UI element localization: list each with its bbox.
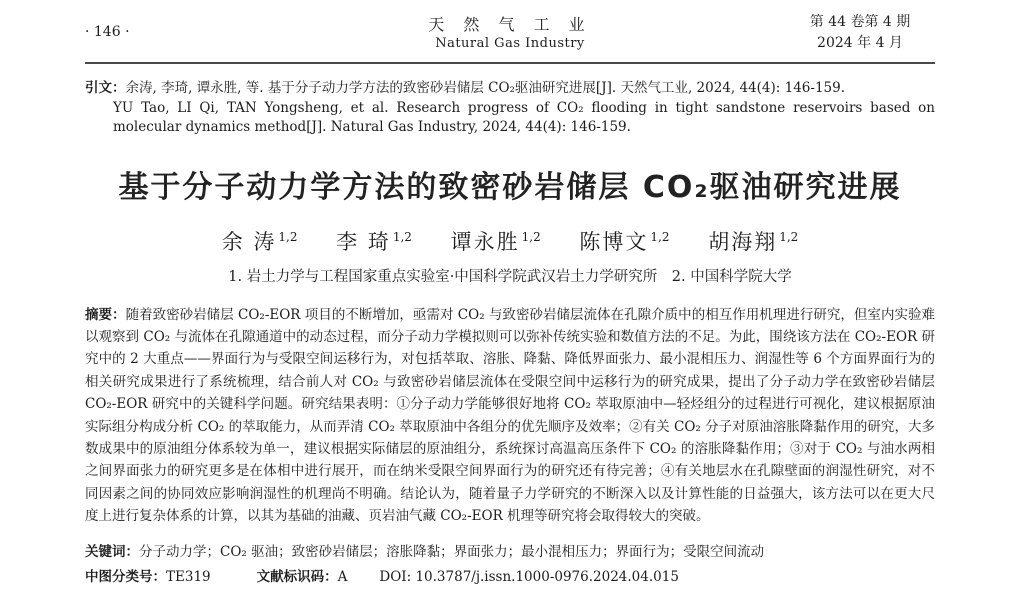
author-list bbox=[85, 226, 935, 256]
author-affiliation-sup: 1,2 bbox=[650, 229, 670, 244]
doi-text: DOI: 10.3787/j.issn.1000-0976.2024.04.015 bbox=[379, 568, 679, 585]
author-affiliation-sup: 1,2 bbox=[779, 229, 799, 244]
affiliations-line: 1. 岩土力学与工程国家重点实验室·中国科学院武汉岩土力学研究所 2. 中国科学院大学 bbox=[228, 268, 792, 285]
author bbox=[579, 230, 669, 254]
author-name: 余 涛 bbox=[221, 229, 277, 254]
issue-info bbox=[785, 12, 935, 54]
author-name: 谭永胜 bbox=[450, 229, 520, 254]
author bbox=[708, 230, 798, 254]
author bbox=[336, 230, 412, 254]
author-affiliation-sup: 1,2 bbox=[392, 229, 412, 244]
abstract-text: 随着致密砂岩储层 CO₂-EOR 项目的不断增加，亟需对 CO₂ 与致密砂岩储层流体在孔隙介质中的相互作用机理进行研究，但室内实验难以观察到 CO₂ 与流体在孔隙通道中的动态过程，而分子动力学模拟则可以弥补传统实验和数值方法的不足。为此，围绕该方法在 CO₂-EOR 研究中的 2 大重点——界面行为与受限空间运移行为，对包括萃取、溶胀、降黏、降低界面张力、最小混相压力、润湿性等 6 个方面界面行为的相关研究成果进行了系统梳理，结合前人对 CO₂ 与致密砂岩储层流体在受限空间中运移行为的研究成果，提出了分子动力学在致密砂岩储层 CO₂-EOR 研究中的关键科学问题。研究结果表明：①分子动力学能够很好地将 CO₂ 萃取原油中—轻烃组分的过程进行可视化，建议根据原油实际组分构成分析 CO₂ 的萃取能力，从而弄清 CO₂ 萃取原油中各组分的优先顺序及效率；②有关 CO₂ 分子对原油溶胀降黏作用的研究，大多数成果中的原油组分体系较为单一，建议根据实际储层的原油组分，系统探讨高温高压条件下 CO₂ 的溶胀降黏作用；③对于 CO₂ 与油水两相之间界面张力的研究更多是在体相中进行展开，而在纳米受限空间界面行为的研究还有待完善；④有关地层水在孔隙壁面的润湿性研究，对不同因素之间的协同效应影响润湿性的机理尚不明确。结论认为，随着量子力学研究的不断深入以及计算性能的日益强大，该方法可以在更大尺度上进行复杂体系的计算，以其为基础的油藏、页岩油气藏 CO₂-EOR 机理等研究将会取得较大的突破。 bbox=[85, 306, 935, 525]
author-affiliation-sup: 1,2 bbox=[521, 229, 541, 244]
citation-chinese: 余涛, 李琦, 谭永胜, 等. 基于分子动力学方法的致密砂岩储层 CO₂驱油研究进展[J]. 天然气工业, 2024, 44(4): 146-159. bbox=[125, 80, 846, 96]
author-name: 李 琦 bbox=[336, 229, 391, 254]
clc-value: TE319 bbox=[166, 568, 211, 585]
page-number: · 146 · bbox=[85, 24, 130, 40]
clc-label: 中图分类号： bbox=[85, 568, 166, 585]
article-meta-line bbox=[85, 566, 935, 588]
author-name: 胡海翔 bbox=[708, 229, 778, 254]
article-title: 基于分子动力学方法的致密砂岩储层 CO₂驱油研究进展 bbox=[118, 169, 902, 205]
doc-code-value: A bbox=[337, 568, 348, 585]
citation-block bbox=[85, 79, 935, 138]
doc-code-label: 文献标识码： bbox=[256, 568, 338, 585]
author-name: 陈博文 bbox=[579, 229, 649, 254]
volume-issue: 第 44 卷第 4 期 bbox=[809, 14, 911, 30]
running-head bbox=[85, 12, 935, 64]
abstract-label: 摘要： bbox=[85, 306, 126, 323]
author bbox=[451, 230, 541, 254]
journal-name-cn: 天 然 气 工 业 bbox=[428, 15, 592, 34]
keywords-label: 关键词： bbox=[85, 544, 139, 561]
author-affiliation-sup: 1,2 bbox=[278, 229, 298, 244]
journal-name-en: Natural Gas Industry bbox=[435, 36, 585, 51]
citation-label: 引文： bbox=[85, 80, 126, 96]
journal-masthead bbox=[235, 12, 785, 51]
issue-date: 2024 年 4 月 bbox=[817, 35, 903, 51]
author bbox=[222, 230, 298, 254]
citation-english: YU Tao, LI Qi, TAN Yongsheng, et al. Research progress of CO₂ flooding in tight sandstone reservoirs based on molecular dynamics method[J]. Natural Gas Industry, 2024, 44(4): 146-159. bbox=[113, 99, 935, 135]
keywords-text: 分子动力学；CO₂ 驱油；致密砂岩储层；溶胀降黏；界面张力；最小混相压力；界面行为；受限空间流动 bbox=[139, 544, 765, 561]
keywords-line bbox=[85, 541, 935, 563]
abstract-paragraph bbox=[85, 304, 935, 528]
